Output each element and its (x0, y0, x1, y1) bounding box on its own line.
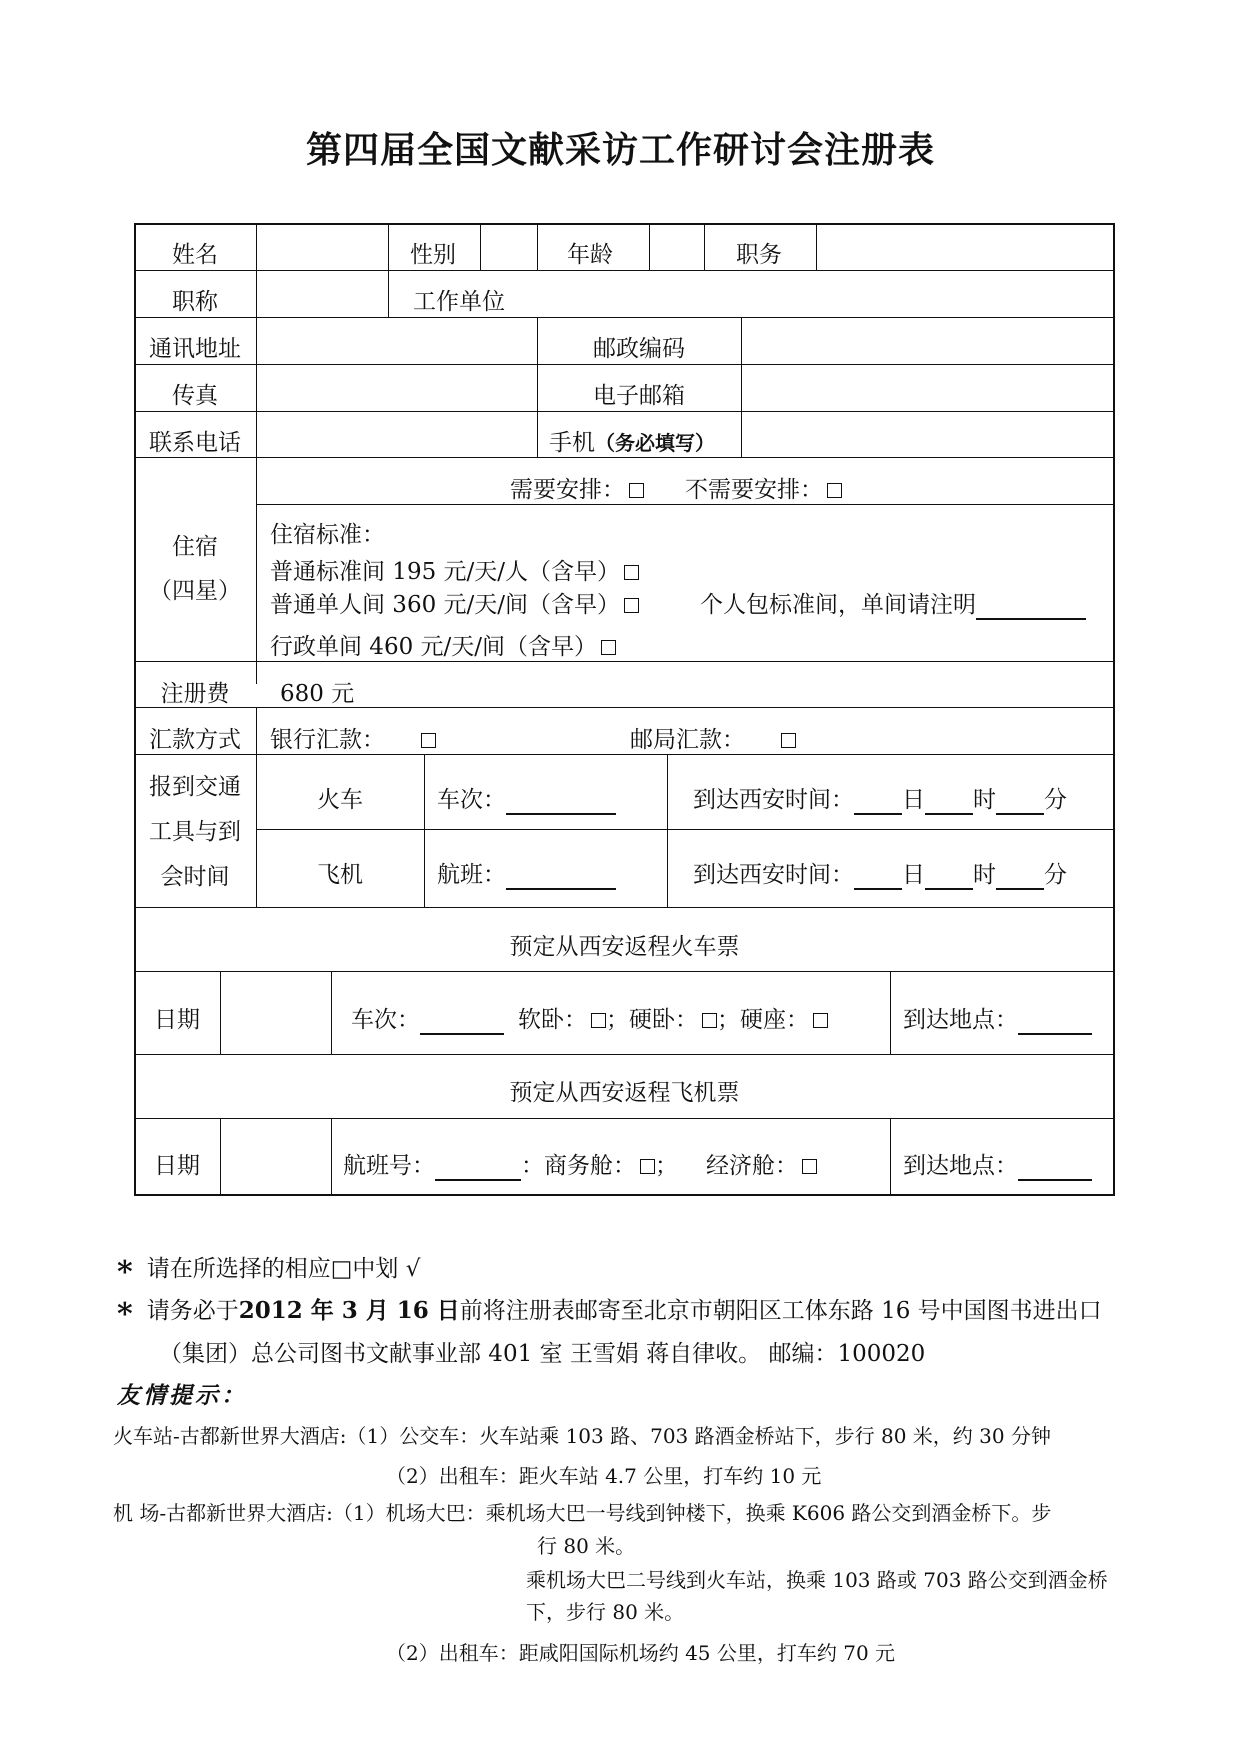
room-note-blank[interactable] (976, 592, 1086, 620)
name-input[interactable] (258, 226, 386, 268)
bank-transfer-label: 银行汇款： (270, 727, 385, 753)
lodging-label: 住宿 (172, 534, 218, 560)
room-standard-option[interactable] (270, 553, 639, 586)
train-no-field[interactable] (437, 781, 616, 815)
email-label: 电子邮箱 (593, 383, 685, 409)
room-exec-option[interactable] (270, 628, 616, 661)
soft-sleeper-label: 软卧： (518, 1007, 587, 1033)
flight-no-label: 航班： (437, 862, 506, 888)
col-divider (424, 754, 425, 907)
train-label: 火车 (317, 787, 363, 813)
row-divider (256, 504, 1115, 505)
hard-seat-label: ；硬座： (717, 1007, 809, 1033)
row-divider (134, 457, 1115, 458)
tips-line-6: 下，步行 80 米。 (526, 1600, 685, 1624)
train-no-label: 车次： (437, 787, 506, 813)
train-day-blank[interactable] (854, 787, 902, 815)
address-label: 通讯地址 (149, 336, 241, 362)
train-minute-blank[interactable] (996, 787, 1044, 815)
gender-label: 性别 (410, 242, 456, 268)
plane-minute-blank[interactable] (996, 862, 1044, 890)
col-divider (890, 971, 891, 1054)
col-divider (537, 223, 538, 270)
no-need-arrange-label: 不需要安排： (685, 477, 823, 503)
plane-label: 飞机 (317, 862, 363, 888)
no-need-arrange-checkbox[interactable] (827, 483, 842, 498)
row-divider (134, 971, 1115, 972)
tips-line-4: 行 80 米。 (537, 1534, 636, 1558)
row-divider (134, 270, 1115, 271)
train-arrival-label: 到达西安时间： (693, 787, 854, 813)
return-train-destination-label: 到达地点： (903, 1007, 1018, 1033)
fee-value: 680 元 (280, 681, 355, 707)
email-input[interactable] (743, 366, 1112, 409)
bank-transfer-checkbox[interactable] (421, 733, 436, 748)
room-exec-checkbox[interactable] (601, 640, 616, 655)
row-divider (134, 1118, 1115, 1119)
separator-text: ； (655, 1153, 678, 1179)
return-plane-destination-label: 到达地点： (903, 1153, 1018, 1179)
col-divider (816, 223, 817, 270)
return-train-no-label: 车次： (351, 1007, 420, 1033)
postcode-label: 邮政编码 (593, 336, 685, 362)
col-divider (704, 223, 705, 270)
col-divider (667, 754, 668, 907)
need-arrange-label: 需要安排： (510, 477, 625, 503)
room-single-checkbox[interactable] (624, 598, 639, 613)
age-label: 年龄 (567, 242, 613, 268)
row-divider (256, 829, 1115, 830)
hour-label: 时 (973, 862, 996, 888)
plane-arrival-label: 到达西安时间： (693, 862, 854, 888)
plane-hour-blank[interactable] (925, 862, 973, 890)
transport-label-line3: 会时间 (160, 864, 230, 890)
note-2-continued: （集团）总公司图书文献事业部 401 室 王雪娟 蒋自律收。 邮编：100020 (159, 1341, 926, 1367)
fax-input[interactable] (258, 366, 535, 409)
gender-input[interactable] (482, 226, 535, 268)
tips-heading: 友情提示： (117, 1382, 247, 1409)
employer-label: 工作单位 (413, 289, 505, 315)
asterisk-icon: * (117, 1255, 133, 1290)
room-single-label: 普通单人间 360 元/天/间（含早） (270, 592, 621, 618)
mobile-label (549, 424, 715, 457)
col-divider (741, 317, 742, 457)
post-transfer-option[interactable] (630, 721, 796, 754)
note-2 (117, 1292, 1102, 1332)
job-title-input[interactable] (258, 272, 386, 315)
flight-no-blank[interactable] (506, 862, 616, 890)
train-no-blank[interactable] (506, 787, 616, 815)
asterisk-icon: * (117, 1297, 133, 1332)
room-exec-label: 行政单间 460 元/天/间（含早） (270, 634, 598, 660)
room-note-label: 个人包标准间，单间请注明 (700, 592, 976, 618)
transport-label-line2: 工具与到 (149, 819, 241, 845)
plane-arrival-field[interactable] (693, 856, 1067, 890)
economy-class-label: 经济舱： (706, 1153, 798, 1179)
fax-label: 传真 (172, 383, 218, 409)
return-train-destination-blank[interactable] (1018, 1007, 1092, 1035)
note-1 (117, 1250, 420, 1290)
return-train-date-input[interactable] (222, 974, 329, 1052)
return-plane-destination-blank[interactable] (1018, 1153, 1092, 1181)
lodging-standard-label: 住宿标准： (270, 522, 385, 548)
return-plane-date-input[interactable] (222, 1121, 329, 1194)
col-divider (480, 223, 481, 270)
minute-label: 分 (1044, 787, 1067, 813)
need-arrange-checkbox[interactable] (629, 483, 644, 498)
soft-sleeper-checkbox[interactable] (591, 1013, 606, 1028)
plane-day-blank[interactable] (854, 862, 902, 890)
phone-input[interactable] (258, 413, 535, 455)
bank-transfer-option[interactable] (270, 721, 436, 754)
address-input[interactable] (258, 319, 535, 362)
col-divider (331, 1118, 332, 1196)
day-label: 日 (902, 787, 925, 813)
room-single-option[interactable] (270, 586, 639, 619)
return-plane-header: 预定从西安返程飞机票 (509, 1080, 740, 1106)
need-arrange-option[interactable] (510, 471, 644, 504)
phone-label: 联系电话 (149, 430, 241, 456)
row-divider (134, 317, 1115, 318)
minute-label: 分 (1044, 862, 1067, 888)
return-plane-options[interactable] (343, 1147, 817, 1181)
return-plane-destination-field[interactable] (903, 1147, 1092, 1181)
hard-sleeper-label: ；硬卧： (606, 1007, 698, 1033)
fee-label: 注册费 (160, 681, 230, 707)
tips-line-5: 乘机场大巴二号线到火车站，换乘 103 路或 703 路公交到酒金桥 (526, 1568, 1108, 1592)
note-2-date: 2012 年 3 月 16 日 (238, 1297, 460, 1324)
business-class-label: ：商务舱： (521, 1153, 636, 1179)
payment-label: 汇款方式 (149, 727, 241, 753)
note-1-text: 请在所选择的相应□中划 √ (146, 1256, 421, 1282)
flight-number-blank[interactable] (435, 1153, 521, 1181)
row-divider (134, 661, 1115, 662)
hour-label: 时 (973, 787, 996, 813)
row-divider (134, 411, 1115, 412)
col-divider (256, 223, 257, 684)
return-train-date-label: 日期 (154, 1007, 200, 1033)
row-divider (134, 364, 1115, 365)
economy-class-checkbox[interactable] (802, 1159, 817, 1174)
employer-input[interactable] (540, 272, 1112, 315)
row-divider (134, 754, 1115, 755)
row-divider (134, 1054, 1115, 1055)
tips-line-1: 火车站-古都新世界大酒店:（1）公交车：火车站乘 103 路、703 路酒金桥站下，步行 80 米，约 30 分钟 (113, 1424, 1051, 1448)
post-transfer-label: 邮局汇款： (630, 727, 745, 753)
row-divider (134, 907, 1115, 908)
room-note (700, 586, 1086, 620)
mobile-input[interactable] (743, 413, 1112, 455)
flight-number-label: 航班号： (343, 1153, 435, 1179)
hard-seat-checkbox[interactable] (813, 1013, 828, 1028)
business-class-checkbox[interactable] (640, 1159, 655, 1174)
col-divider (649, 223, 650, 270)
col-divider (890, 1118, 891, 1196)
age-input[interactable] (651, 226, 702, 268)
position-label: 职务 (736, 242, 782, 268)
hard-sleeper-checkbox[interactable] (702, 1013, 717, 1028)
flight-no-field[interactable] (437, 856, 616, 890)
post-transfer-checkbox[interactable] (781, 733, 796, 748)
no-need-arrange-option[interactable] (685, 471, 842, 504)
transport-label-line1: 报到交通 (149, 774, 241, 800)
day-label: 日 (902, 862, 925, 888)
mobile-note: （务必填写） (595, 431, 715, 455)
return-train-destination-field[interactable] (903, 1001, 1092, 1035)
note-2-text-b: 前将注册表邮寄至北京市朝阳区工体东路 16 号中国图书进出口 (459, 1298, 1102, 1324)
tips-line-2: （2）出租车：距火车站 4.7 公里，打车约 10 元 (386, 1464, 822, 1488)
train-hour-blank[interactable] (925, 787, 973, 815)
note-2-text-a: 请务必于 (146, 1298, 239, 1324)
job-title-label: 职称 (172, 289, 218, 315)
room-standard-checkbox[interactable] (624, 565, 639, 580)
room-standard-label: 普通标准间 195 元/天/人（含早） (270, 559, 621, 585)
col-divider (220, 971, 221, 1054)
tips-line-3: 机 场-古都新世界大酒店:（1）机场大巴：乘机场大巴一号线到钟楼下，换乘 K606 路公交到酒金桥下。步 (113, 1501, 1052, 1525)
name-label: 姓名 (172, 242, 218, 268)
postcode-input[interactable] (743, 319, 1112, 362)
return-plane-date-label: 日期 (154, 1153, 200, 1179)
col-divider (220, 1118, 221, 1196)
return-train-no-blank[interactable] (420, 1007, 504, 1035)
lodging-star-label: （四星） (149, 578, 241, 604)
position-input[interactable] (818, 226, 1112, 268)
return-train-options[interactable] (351, 1001, 828, 1035)
return-train-header: 预定从西安返程火车票 (509, 934, 740, 960)
page-title: 第四届全国文献采访工作研讨会注册表 (305, 129, 935, 171)
train-arrival-field[interactable] (693, 781, 1067, 815)
tips-line-7: （2）出租车：距咸阳国际机场约 45 公里，打车约 70 元 (386, 1641, 896, 1665)
mobile-text: 手机 (549, 430, 595, 456)
col-divider (388, 223, 389, 317)
col-divider (331, 971, 332, 1054)
